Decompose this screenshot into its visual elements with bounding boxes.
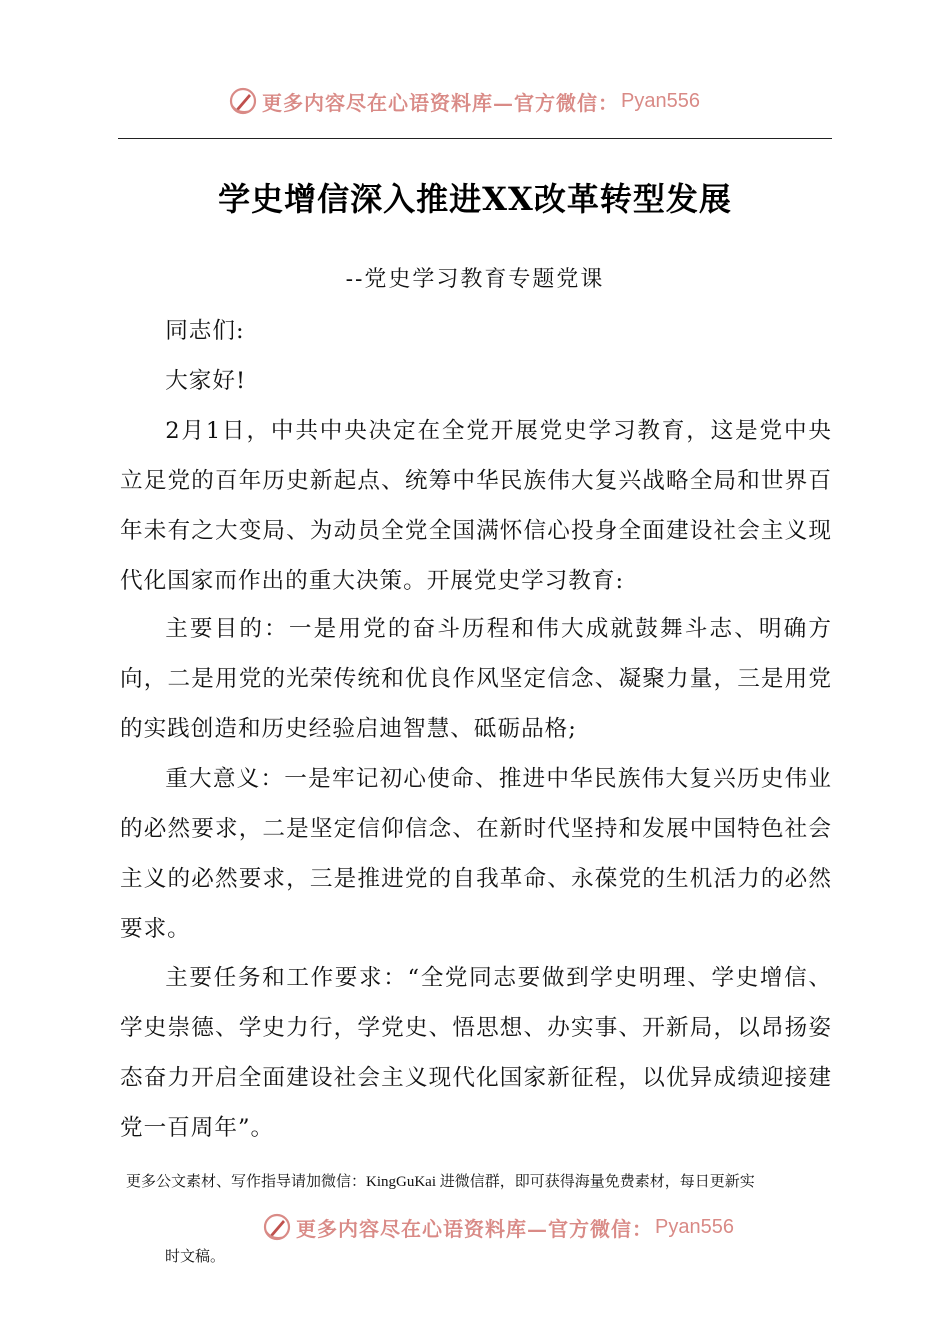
footer-note: 更多公文素材、写作指导请加微信：KingGuKai 进微信群，即可获得海量免费素材，每日更新实 <box>126 1174 755 1190</box>
pen-logo-icon <box>228 86 258 116</box>
body-paragraph: 主要任务和工作要求：“全党同志要做到学史明理、学史增信、学史崇德、学史力行，学党史、悟思想、办实事、开新局，以昂扬姿态奋力开启全面建设社会主义现代化国家新征程，以优异成绩迎接建党一百周年”。 <box>120 965 832 1141</box>
pen-logo-icon <box>262 1212 292 1242</box>
document-title: 学史增信深入推进XX改革转型发展 <box>218 180 732 218</box>
watermark-text: 更多内容尽在心语资料库—官方微信： <box>262 90 619 115</box>
footer-watermark <box>262 1212 734 1242</box>
document-subtitle: --党史学习教育专题党课 <box>345 267 605 292</box>
salutation: 同志们: <box>165 318 245 344</box>
body-paragraph: 主要目的：一是用党的奋斗历程和伟大成就鼓舞斗志、明确方向，二是用党的光荣传统和优良作风坚定信念、凝聚力量，三是用党的实践创造和历史经验启迪智慧、砥砺品格; <box>120 616 832 742</box>
watermark-wechat-id: Pyan556 <box>621 89 700 112</box>
body-paragraph: 2月1日，中共中央决定在全党开展党史学习教育，这是党中央立足党的百年历史新起点、统筹中华民族伟大复兴战略全局和世界百年未有之大变局、为动员全党全国满怀信心投身全面建设社会主义现代化国家而作出的重大决策。开展党史学习教育: <box>120 418 832 594</box>
greeting: 大家好! <box>165 368 247 394</box>
watermark-wechat-id: Pyan556 <box>655 1215 734 1238</box>
header-watermark <box>228 86 700 116</box>
footer-note-continued: 时文稿。 <box>165 1249 226 1265</box>
watermark-text: 更多内容尽在心语资料库—官方微信： <box>296 1216 653 1241</box>
header-divider <box>118 138 832 139</box>
body-paragraph: 重大意义：一是牢记初心使命、推进中华民族伟大复兴历史伟业的必然要求，二是坚定信仰信念、在新时代坚持和发展中国特色社会主义的必然要求，三是推进党的自我革命、永葆党的生机活力的必然要求。 <box>120 766 832 942</box>
